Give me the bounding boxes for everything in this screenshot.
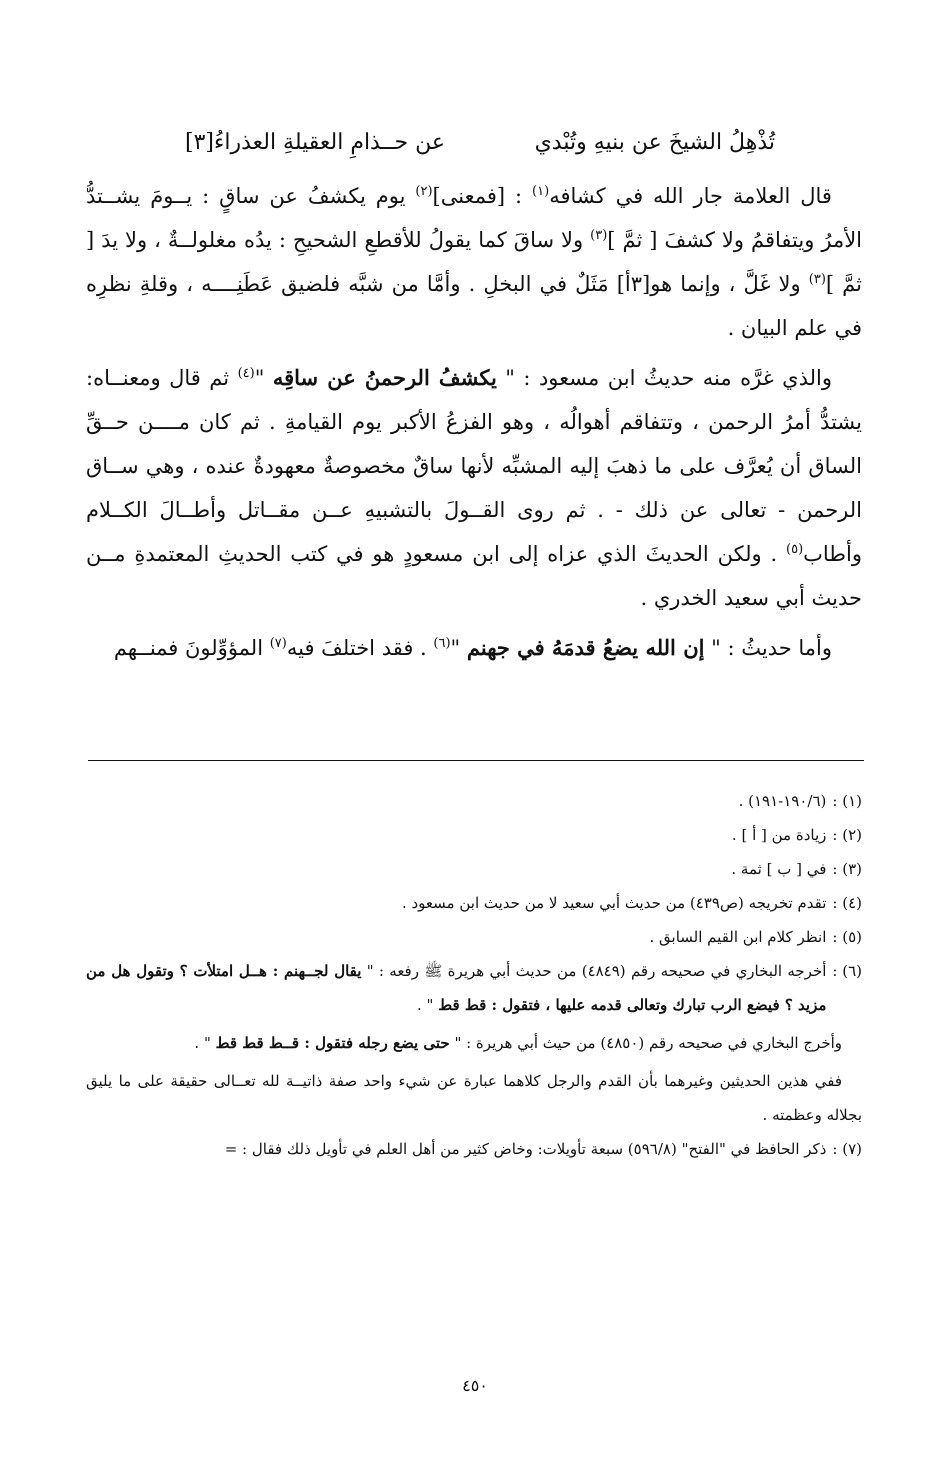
text-run: ولا ساقَ كما يقولُ للأقطعِ الشحيحِ : يدُه مغلولــةٌ ، ولا يدَ [ ثمَّ ] <box>86 228 862 296</box>
hadith-quote: يكشفُ الرحمنُ عن ساقِه <box>272 365 497 390</box>
footnote-ref: (٤) <box>237 366 255 381</box>
text-run: " . <box>417 996 439 1014</box>
paragraph <box>86 174 862 350</box>
text-run: المؤوِّلونَ فمنــهم <box>113 636 270 660</box>
footnote-ref: (٥) <box>786 542 804 557</box>
footnote-ref: (٣) <box>590 228 608 243</box>
text-run: يوم يكشفُ عن ساقٍ : يــومَ يشــتدُّ الأمرُ ويتفاقمُ ولا كشفَ [ ثمَّ ] <box>86 184 863 252</box>
footnote <box>86 852 862 886</box>
text-run: وأما حديثُ : " <box>704 636 832 660</box>
footnote-number: (٢) : <box>832 826 862 844</box>
text-run: انظر كلام ابن القيم السابق . <box>649 928 827 946</box>
text-run: " <box>450 636 467 660</box>
footnote-text <box>86 1132 826 1166</box>
footnote-text <box>86 886 826 920</box>
footnote-ref: (٢) <box>415 184 433 199</box>
main-text <box>86 174 862 676</box>
footnote-ref: (٦) <box>433 636 451 651</box>
footnote-text <box>86 920 826 954</box>
hadith-quote: إن الله يضعُ قدمَهُ في جهنم <box>466 635 705 660</box>
footnote <box>86 784 862 818</box>
text-run: في [ ب ] ثمة . <box>731 860 827 878</box>
footnote-text <box>86 818 826 852</box>
text-run: قال العلامة جار الله في كشافه <box>549 184 832 208</box>
text-run: " . <box>194 1034 216 1052</box>
footnote <box>86 818 862 852</box>
footnote <box>86 886 862 920</box>
text-run: " <box>254 366 273 390</box>
page-number: ٤٥٠ <box>462 1376 488 1395</box>
text-run: . ولكن الحديثَ الذي عزاه إلى ابن مسعودٍ هو في كتب الحديثِ المعتمدةِ مــن حديث أبي سعيد الخدري . <box>86 542 862 610</box>
text-run: والذي غرَّه منه حديثُ ابن مسعود : " <box>496 366 832 390</box>
hadith-quote: حتى يضع رجله فتقول : قــط قط قط <box>215 1034 450 1052</box>
paragraph <box>86 356 862 620</box>
poetry-verse <box>185 130 775 170</box>
text-run: ثم قال ومعنــاه: يشتدُّ أمرُ الرحمن ، وتتفاقم أهوالُه ، وهو الفزعُ الأكبر يوم القيامةِ . ثم كان مــــن حــقِّ الساق أن يُعرَّف على ما ذهبَ إليه المشبِّه لأنها ساقٌ مخصوصةٌ معهودةٌ عنده ، وهي ســاق الرحمن - تعالى عن ذلك - . ثم روى القــولَ بالتشبيهِ عــن مقــاتل وأطــالَ الكــلام وأطاب <box>86 366 862 566</box>
text-run: ففي هذين الحديثين وغيرهما بأن القدم والرجل كلاهما عبارة عن شيء واحد صفة ذاتيــة لله تعــالى حقيقة على ما يليق بجلاله وعظمته . <box>86 1072 862 1124</box>
text-run: وأخرج البخاري في صحيحه رقم (٤٨٥٠) من حيث أبي هريرة : " <box>449 1034 842 1052</box>
footnote-ref: (١) <box>532 184 550 199</box>
footnote-number: (١) : <box>832 792 862 810</box>
footnote-number: (٤) : <box>832 894 862 912</box>
footnote <box>86 954 862 1022</box>
footnote <box>86 920 862 954</box>
text-run: (١٩٠/٦-١٩١) . <box>738 792 827 810</box>
footnote-number: (٣) : <box>832 860 862 878</box>
paragraph <box>86 626 862 670</box>
footnote-ref: (٣) <box>808 272 826 287</box>
footnote <box>86 1132 862 1166</box>
footnote-number: (٦) : <box>832 962 862 980</box>
footnotes <box>86 784 862 1166</box>
text-run: . فقد اختلفَ فيه <box>286 636 434 660</box>
hadith-quote: يقال لجــهنم : هــل امتلأت ؟ وتقول هل من مزيد ؟ فيضع الرب تبارك وتعالى قدمه عليها ، فتقول : قط قط <box>86 962 827 1014</box>
verse-first-hemistich: تُذْهِلُ الشيخَ عن بنيهِ وتُبْدي <box>534 130 775 155</box>
text-run: تقدم تخريجه (ص٤٣٩) من حديث أبي سعيد لا من حديث ابن مسعود . <box>401 894 827 912</box>
verse-second-hemistich: عن حــذامِ العقيلةِ العذراءُ[٣] <box>185 130 445 155</box>
footnote-text <box>86 784 826 818</box>
footnote-text <box>86 954 826 1022</box>
text-run: : [فمعنى] <box>432 184 533 208</box>
footnote-continuation <box>86 1026 862 1060</box>
footnote-number: (٥) : <box>832 928 862 946</box>
footnote-number: (٧) : <box>832 1140 862 1158</box>
text-run: ذكر الحافظ في "الفتح" (٥٩٦/٨) سبعة تأويلات: وخاض كثير من أهل العلم في تأويل ذلك فقال : = <box>224 1140 827 1158</box>
text-run: أخرجه البخاري في صحيحه رقم (٤٨٤٩) من حديث أبي هريرة ﷺ رفعه : " <box>361 962 827 980</box>
text-run: زيادة من [ أ ] . <box>731 826 827 844</box>
footnote-ref: (٧) <box>269 636 287 651</box>
footnote-continuation <box>86 1064 862 1132</box>
footnote-separator <box>88 760 864 761</box>
text-run: ولا غَلَّ ، وإنما هو[٣أ] مَثَلٌ في البخلِ . وأمَّا من شبَّه فلضيق عَطَنِــــه ، وقلةِ نظرِه في علم البيان . <box>86 272 862 340</box>
footnote-text <box>86 852 826 886</box>
